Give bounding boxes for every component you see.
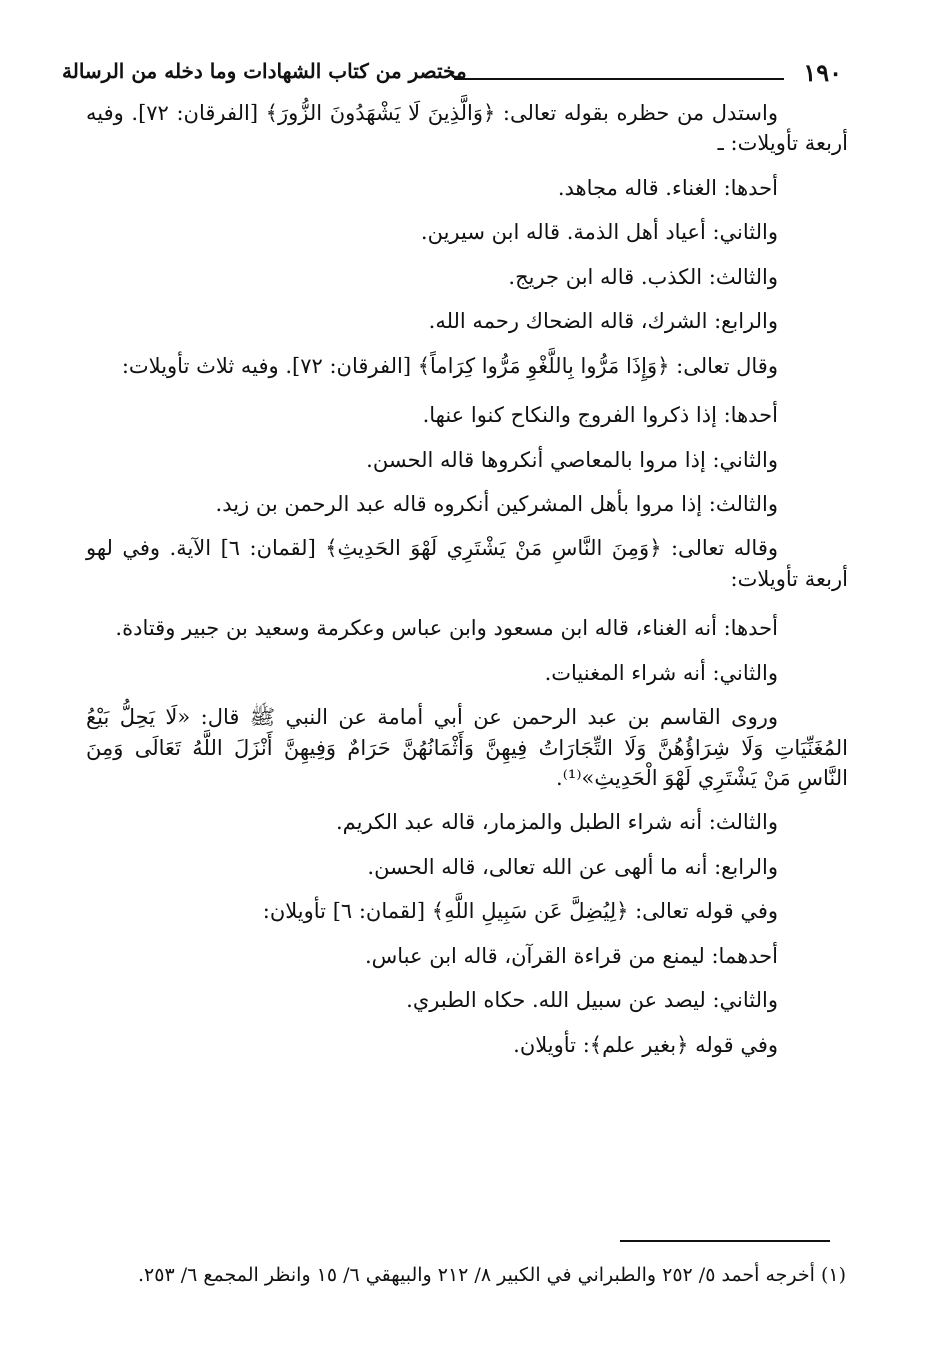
interpretation-line: أحدها: الغناء. قاله مجاهد. [557, 175, 778, 200]
header-rule [454, 78, 784, 80]
interpretation-line: والثالث: الكذب. قاله ابن جريج. [508, 264, 778, 289]
footnote: (١) أخرجه أحمد ٥/ ٢٥٢ والطبراني في الكبير ٨/ ٢١٢ والبيهقي ٦/ ١٥ وانظر المجمع ٦/ ٢٥٣. [137, 1264, 846, 1286]
interpretation-line: والثاني: ليصد عن سبيل الله. حكاه الطبري. [406, 988, 778, 1013]
paragraph-hadith: وروى القاسم بن عبد الرحمن عن أبي أمامة عن النبي ﷺ قال: «لَا يَحِلُّ بَيْعُ المُغَنِّيَاتِ وَلَا شِرَاؤُهُنَّ وَلَا التِّجَارَاتُ فِيهِنَّ وَأَثْمَانُهُنَّ حَرَامٌ وَفِيهِنَّ أَنْزَلَ اللَّهُ تَعَالَى وَمِنَ النَّاسِ مَنْ يَشْتَرِي لَهْوَ الْحَدِيثِ»⁽¹⁾. [86, 705, 848, 790]
interpretation-line: أحدهما: ليمنع من قراءة القرآن، قاله ابن عباس. [364, 943, 778, 968]
interpretation-line: والثالث: أنه شراء الطبل والمزمار، قاله عبد الكريم. [335, 810, 778, 835]
interpretation-line: أحدها: أنه الغناء، قاله ابن مسعود وابن عباس وعكرمة وسعيد بن جبير وقتادة. [115, 616, 778, 641]
interpretation-line: وفي قوله ﴿بغير علم﴾: تأويلان. [513, 1032, 778, 1057]
running-title: مختصر من كتاب الشهادات وما دخله من الرسالة [62, 59, 467, 83]
page-number: ١٩٠ [803, 58, 842, 87]
interpretation-line: والثالث: إذا مروا بأهل المشركين أنكروه قاله عبد الرحمن بن زيد. [215, 491, 778, 516]
interpretation-line: والرابع: أنه ما ألهى عن الله تعالى، قاله الحسن. [367, 854, 778, 879]
interpretation-line: والثاني: أنه شراء المغنيات. [544, 660, 778, 685]
interpretation-line: والثاني: أعياد أهل الذمة. قاله ابن سيرين. [420, 220, 778, 245]
paragraph-lahw-verse: وقاله تعالى: ﴿وَمِنَ النَّاسِ مَنْ يَشْتَرِي لَهْوَ الحَدِيثِ﴾ [لقمان: ٦] الآية. وفي لهو أربعة تأويلات: [86, 536, 848, 591]
page-header [62, 58, 842, 92]
interpretation-line: والثاني: إذا مروا بالمعاصي أنكروها قاله الحسن. [366, 447, 778, 472]
paragraph-laghw-verse: وقال تعالى: ﴿وَإِذَا مَرُّوا بِاللَّغْوِ مَرُّوا كِرَاماً﴾ [الفرقان: ٧٢]. وفيه ثلاث تأويلات: [121, 353, 778, 378]
interpretation-line: وفي قوله تعالى: ﴿لِيُضِلَّ عَن سَبِيلِ اللَّهِ﴾ [لقمان: ٦] تأويلان: [262, 899, 778, 924]
paragraph-zur-verse: واستدل من حظره بقوله تعالى: ﴿وَالَّذِينَ لَا يَشْهَدُونَ الزُّورَ﴾ [الفرقان: ٧٢]. وفيه أربعة تأويلات: ـ [86, 101, 848, 156]
page-body [86, 98, 848, 1060]
interpretation-line: أحدها: إذا ذكروا الفروج والنكاح كنوا عنها. [422, 403, 778, 428]
footnote-rule [620, 1240, 830, 1242]
interpretation-line: والرابع: الشرك، قاله الضحاك رحمه الله. [428, 309, 778, 334]
